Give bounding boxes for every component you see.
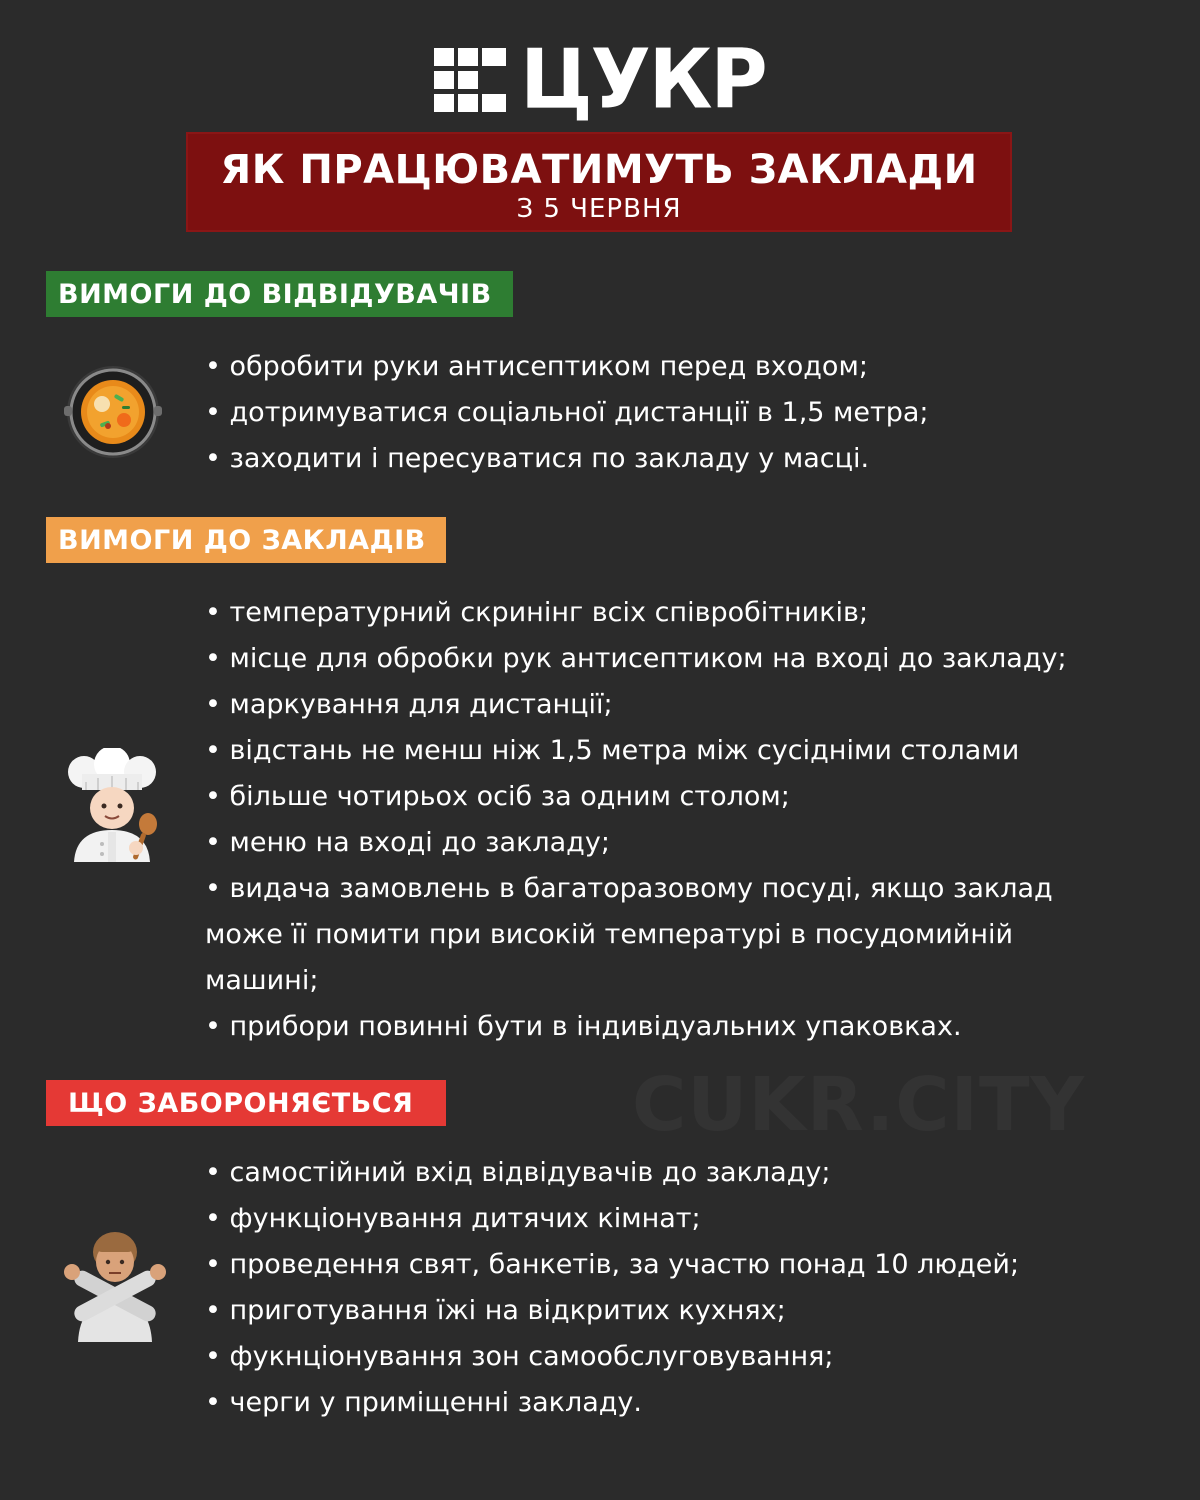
- person-gesturing-no-icon: [60, 1226, 170, 1342]
- list-item: • самостійний вхід відвідувачів до закладу;: [205, 1157, 831, 1188]
- prohibited-list: [205, 1150, 1165, 1426]
- page-title: ЯК ПРАЦЮВАТИМУТЬ ЗАКЛАДИ: [220, 147, 978, 193]
- visitors-requirements-list: [205, 344, 1165, 482]
- title-banner: [186, 132, 1012, 232]
- page-subtitle: З 5 ЧЕРВНЯ: [516, 194, 682, 224]
- list-item: • місце для обробки рук антисептиком на вході до закладу;: [205, 643, 1067, 674]
- list-item: • відстань не менш ніж 1,5 метра між сусідніми столами: [205, 735, 1020, 766]
- watermark: CUKR.CITY: [632, 1062, 1086, 1148]
- list-item: • маркування для дистанції;: [205, 689, 613, 720]
- section-label-prohibited: ЩО ЗАБОРОНЯЄТЬСЯ: [46, 1080, 446, 1126]
- list-item: • видача замовлень в багаторазовому посуді, якщо заклад може її помити при високій температурі в посудомийній машині;: [205, 873, 1053, 996]
- chef-icon: [62, 748, 162, 862]
- list-item: • черги у приміщенні закладу.: [205, 1387, 642, 1418]
- list-item: • приготування їжі на відкритих кухнях;: [205, 1295, 786, 1326]
- section-label-visitors: ВИМОГИ ДО ВІДВІДУВАЧІВ: [46, 271, 513, 317]
- list-item: • більше чотирьох осіб за одним столом;: [205, 781, 790, 812]
- logo-text: ЦУКР: [520, 32, 766, 128]
- list-item: • дотримуватися соціальної дистанції в 1,5 метра;: [205, 397, 929, 428]
- list-item: • прибори повинні бути в індивідуальних упаковках.: [205, 1011, 962, 1042]
- logo: [0, 32, 1200, 128]
- list-item: • обробити руки антисептиком перед входом;: [205, 351, 868, 382]
- list-item: • проведення свят, банкетів, за участю понад 10 людей;: [205, 1249, 1020, 1280]
- list-item: • заходити і пересуватися по закладу у масці.: [205, 443, 870, 474]
- list-item: • температурний скринінг всіх співробітників;: [205, 597, 869, 628]
- list-item: • меню на вході до закладу;: [205, 827, 610, 858]
- section-label-establishments: ВИМОГИ ДО ЗАКЛАДІВ: [46, 517, 446, 563]
- list-item: • фукнціонування зон самообслуговування;: [205, 1341, 834, 1372]
- establishments-requirements-list: [205, 590, 1165, 1050]
- list-item: • функціонування дитячих кімнат;: [205, 1203, 701, 1234]
- grid-logo-icon: [434, 48, 506, 112]
- cooking-pot-icon: [64, 364, 162, 460]
